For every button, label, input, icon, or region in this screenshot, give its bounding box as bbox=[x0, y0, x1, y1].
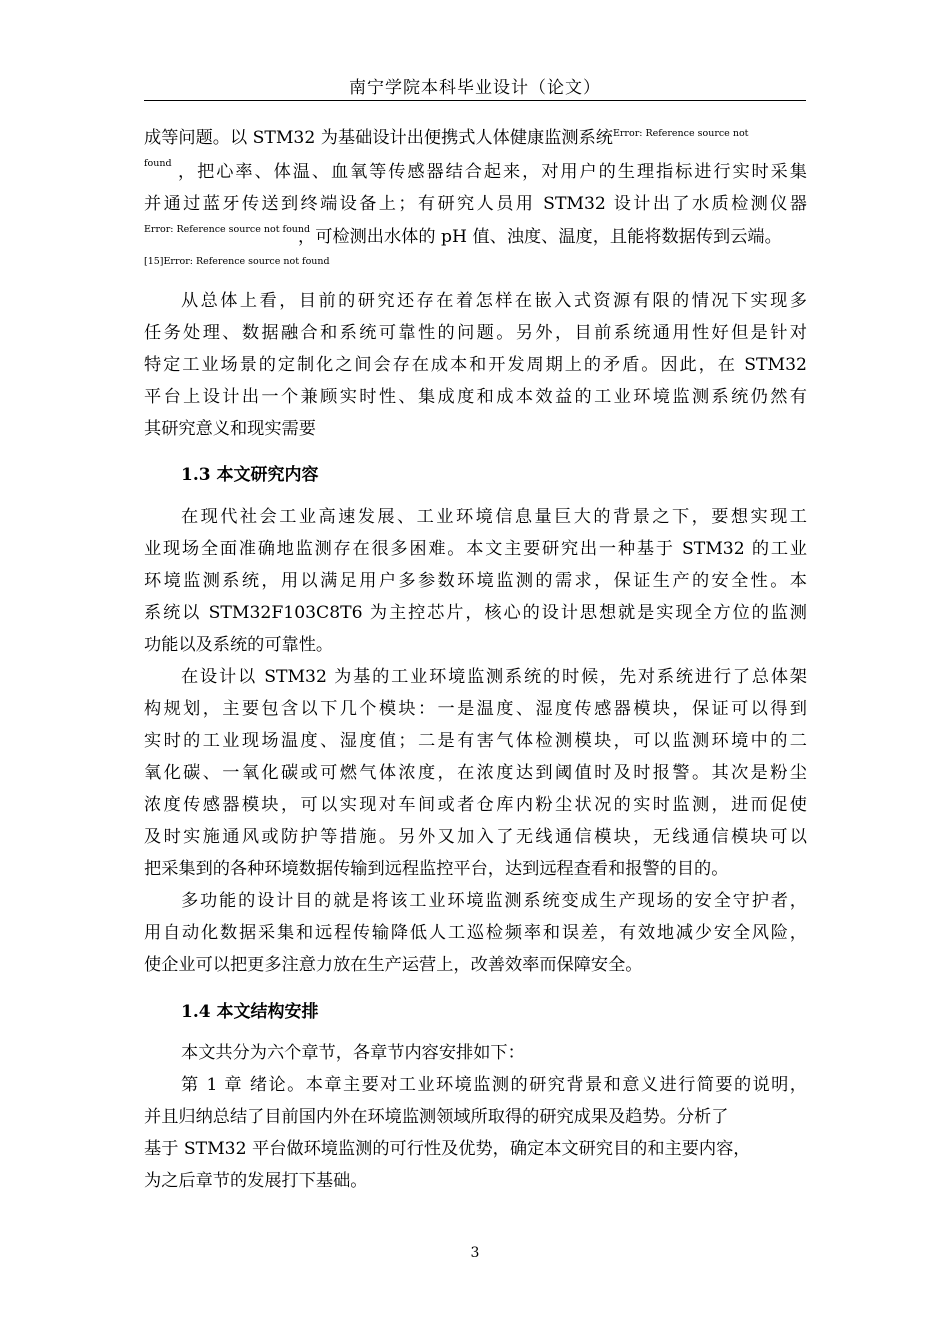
text-line: 特定工业场景的定制化之间会存在成本和开发周期上的矛盾。因此，在 STM32 bbox=[144, 355, 807, 375]
section-heading-1-3: 1.3 本文研究内容 bbox=[181, 465, 319, 485]
text-line: 用自动化数据采集和远程传输降低人工巡检频率和误差，有效地减少安全风险， bbox=[144, 923, 807, 943]
text-line: 构规划，主要包含以下几个模块：一是温度、湿度传感器模块，保证可以得到 bbox=[144, 699, 807, 719]
page-number: 3 bbox=[470, 1245, 480, 1261]
text-line: ，可检测出水体的 pH 值、浊度、温度，且能将数据传到云端。 bbox=[298, 227, 782, 247]
text-line: 平台上设计出一个兼顾实时性、集成度和成本效益的工业环境监测系统仍然有 bbox=[144, 387, 807, 407]
text-line: 环境监测系统，用以满足用户多参数环境监测的需求，保证生产的安全性。本 bbox=[144, 571, 807, 591]
reference-error: Error: Reference source not found bbox=[144, 224, 311, 235]
reference-error: [15]Error: Reference source not found bbox=[144, 256, 330, 267]
text-line: 其研究意义和现实需要 bbox=[144, 419, 316, 439]
text-line: 在设计以 STM32 为基的工业环境监测系统的时候，先对系统进行了总体架 bbox=[181, 667, 807, 687]
text-line bbox=[144, 128, 807, 151]
text-segment: 成等问题。以 STM32 为基础设计出便携式人体健康监测系统 bbox=[144, 128, 613, 148]
text-line: 氧化碳、一氧化碳或可燃气体浓度，在浓度达到阈值时及时报警。其次是粉尘 bbox=[144, 763, 807, 783]
reference-error: found bbox=[144, 158, 172, 169]
text-line: 任务处理、数据融合和系统可靠性的问题。另外，目前系统通用性好但是针对 bbox=[144, 323, 807, 343]
text-line: 基于 STM32 平台做环境监测的可行性及优势，确定本文研究目的和主要内容， bbox=[144, 1139, 751, 1159]
text-line: 从总体上看，目前的研究还存在着怎样在嵌入式资源有限的情况下实现多 bbox=[181, 291, 807, 311]
text-line: 为之后章节的发展打下基础。 bbox=[144, 1171, 368, 1191]
text-line: 在现代社会工业高速发展、工业环境信息量巨大的背景之下，要想实现工 bbox=[181, 507, 807, 527]
text-line: 并且归纳总结了目前国内外在环境监测领域所取得的研究成果及趋势。分析了 bbox=[144, 1107, 729, 1127]
text-line: 浓度传感器模块，可以实现对车间或者仓库内粉尘状况的实时监测，进而促使 bbox=[144, 795, 807, 815]
text-line: ，把心率、体温、血氧等传感器结合起来，对用户的生理指标进行实时采集 bbox=[178, 162, 807, 182]
text-line: 本文共分为六个章节，各章节内容安排如下： bbox=[181, 1043, 525, 1063]
text-line: 第 1 章 绪论。本章主要对工业环境监测的研究背景和意义进行简要的说明， bbox=[181, 1075, 807, 1095]
section-heading-1-4: 1.4 本文结构安排 bbox=[181, 1002, 319, 1022]
header-rule bbox=[144, 100, 806, 101]
text-line: 及时实施通风或防护等措施。另外又加入了无线通信模块，无线通信模块可以 bbox=[144, 827, 807, 847]
header-title: 南宁学院本科毕业设计（论文） bbox=[349, 78, 601, 98]
text-line: 实时的工业现场温度、湿度值；二是有害气体检测模块，可以监测环境中的二 bbox=[144, 731, 807, 751]
text-line: 业现场全面准确地监测存在很多困难。本文主要研究出一种基于 STM32 的工业 bbox=[144, 539, 807, 559]
text-line: 把采集到的各种环境数据传输到远程监控平台，达到远程查看和报警的目的。 bbox=[144, 859, 729, 879]
text-line: 多功能的设计目的就是将该工业环境监测系统变成生产现场的安全守护者， bbox=[181, 891, 807, 911]
text-line: 系统以 STM32F103C8T6 为主控芯片，核心的设计思想就是实现全方位的监测 bbox=[144, 603, 807, 623]
text-line: 使企业可以把更多注意力放在生产运营上，改善效率而保障安全。 bbox=[144, 955, 643, 975]
text-line: 并通过蓝牙传送到终端设备上；有研究人员用 STM32 设计出了水质检测仪器 bbox=[144, 194, 807, 214]
reference-error: Error: Reference source not bbox=[612, 128, 749, 139]
text-line: 功能以及系统的可靠性。 bbox=[144, 635, 334, 655]
